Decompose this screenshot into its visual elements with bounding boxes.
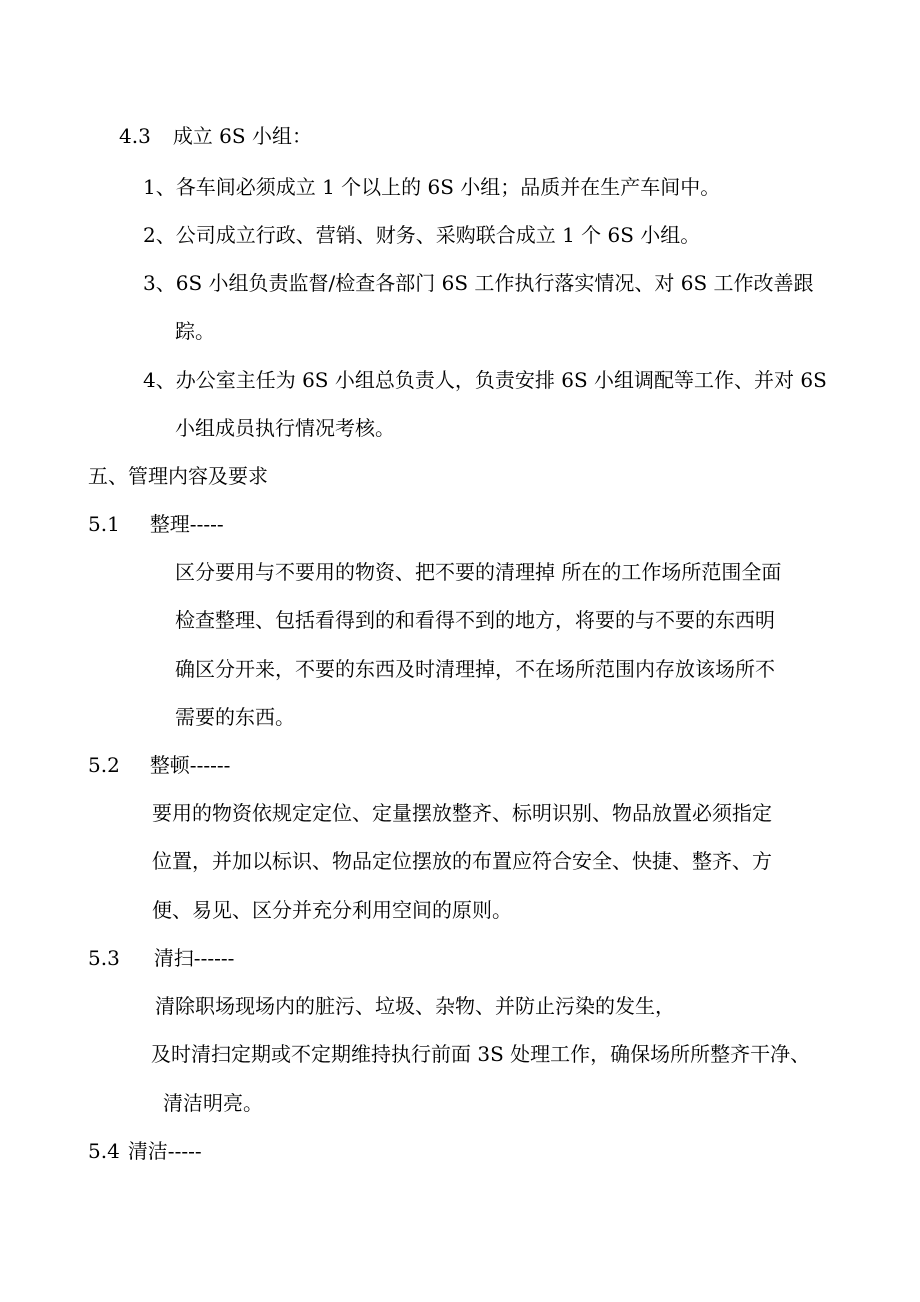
list-item xyxy=(143,221,700,249)
paragraph-text: 确区分开来，不要的东西及时清理掉，不在场所范围内存放该场所不 xyxy=(175,657,775,681)
paragraph-line xyxy=(155,992,675,1020)
section-5-3-heading xyxy=(88,944,234,972)
list-item-text: 2、公司成立行政、营销、财务、采购联合成立 1 个 6S 小组。 xyxy=(143,223,701,247)
chapter-title: 五、管理内容及要求 xyxy=(88,464,268,488)
paragraph-text: 及时清扫定期或不定期维持执行前面 3S 处理工作，确保场所所整齐干净、 xyxy=(151,1042,811,1066)
section-4-3-heading xyxy=(119,122,312,150)
paragraph-text: 便、易见、区分并充分利用空间的原则。 xyxy=(152,898,512,922)
paragraph-text: 需要的东西。 xyxy=(175,705,295,729)
paragraph-text: 要用的物资依规定定位、定量摆放整齐、标明识别、物品放置必须指定 xyxy=(152,801,772,825)
list-item-text: 小组成员执行情况考核。 xyxy=(175,416,395,440)
paragraph-line xyxy=(163,1089,263,1117)
paragraph-text: 位置，并加以标识、物品定位摆放的布置应符合安全、快捷、整齐、方 xyxy=(152,849,772,873)
paragraph-text: 区分要用与不要用的物资、把不要的清理掉 所在的工作场所范围全面 xyxy=(175,560,782,584)
section-5-1-heading xyxy=(88,510,224,538)
list-item-text: 3、6S 小组负责监督/检查各部门 6S 工作执行落实情况、对 6S 工作改善跟 xyxy=(143,271,814,295)
chapter-heading xyxy=(88,462,268,490)
section-title: 整理----- xyxy=(149,512,224,536)
list-item-text: 踪。 xyxy=(175,319,215,343)
list-item xyxy=(143,269,814,297)
list-item-text: 1、各车间必须成立 1 个以上的 6S 小组；品质并在生产车间中。 xyxy=(143,175,721,199)
section-title: 清洁----- xyxy=(127,1139,202,1163)
paragraph-line xyxy=(152,799,772,827)
paragraph-line xyxy=(175,655,775,683)
section-number: 4.3 xyxy=(119,124,151,148)
section-5-4-heading xyxy=(88,1137,202,1165)
section-title: 成立 6S 小组： xyxy=(172,124,312,148)
paragraph-line xyxy=(152,847,772,875)
section-5-2-heading xyxy=(88,751,230,779)
section-title: 清扫------ xyxy=(153,946,235,970)
list-item-text: 4、办公室主任为 6S 小组总负责人，负责安排 6S 小组调配等工作、并对 6S xyxy=(143,368,827,392)
list-item-continuation xyxy=(175,414,395,442)
paragraph-text: 清除职场现场内的脏污、垃圾、杂物、并防止污染的发生， xyxy=(155,994,675,1018)
paragraph-line xyxy=(175,606,775,634)
paragraph-line xyxy=(151,1040,810,1068)
paragraph-text: 检查整理、包括看得到的和看得不到的地方，将要的与不要的东西明 xyxy=(175,608,775,632)
section-number: 5.4 xyxy=(88,1139,120,1163)
paragraph-text: 清洁明亮。 xyxy=(163,1091,263,1115)
paragraph-line xyxy=(175,703,295,731)
list-item xyxy=(143,366,827,394)
section-number: 5.1 xyxy=(88,512,120,536)
list-item xyxy=(143,173,720,201)
paragraph-line xyxy=(175,558,781,586)
paragraph-line xyxy=(152,896,512,924)
section-number: 5.3 xyxy=(88,946,120,970)
section-number: 5.2 xyxy=(88,753,120,777)
section-title: 整顿------ xyxy=(149,753,231,777)
list-item-continuation xyxy=(175,317,215,345)
